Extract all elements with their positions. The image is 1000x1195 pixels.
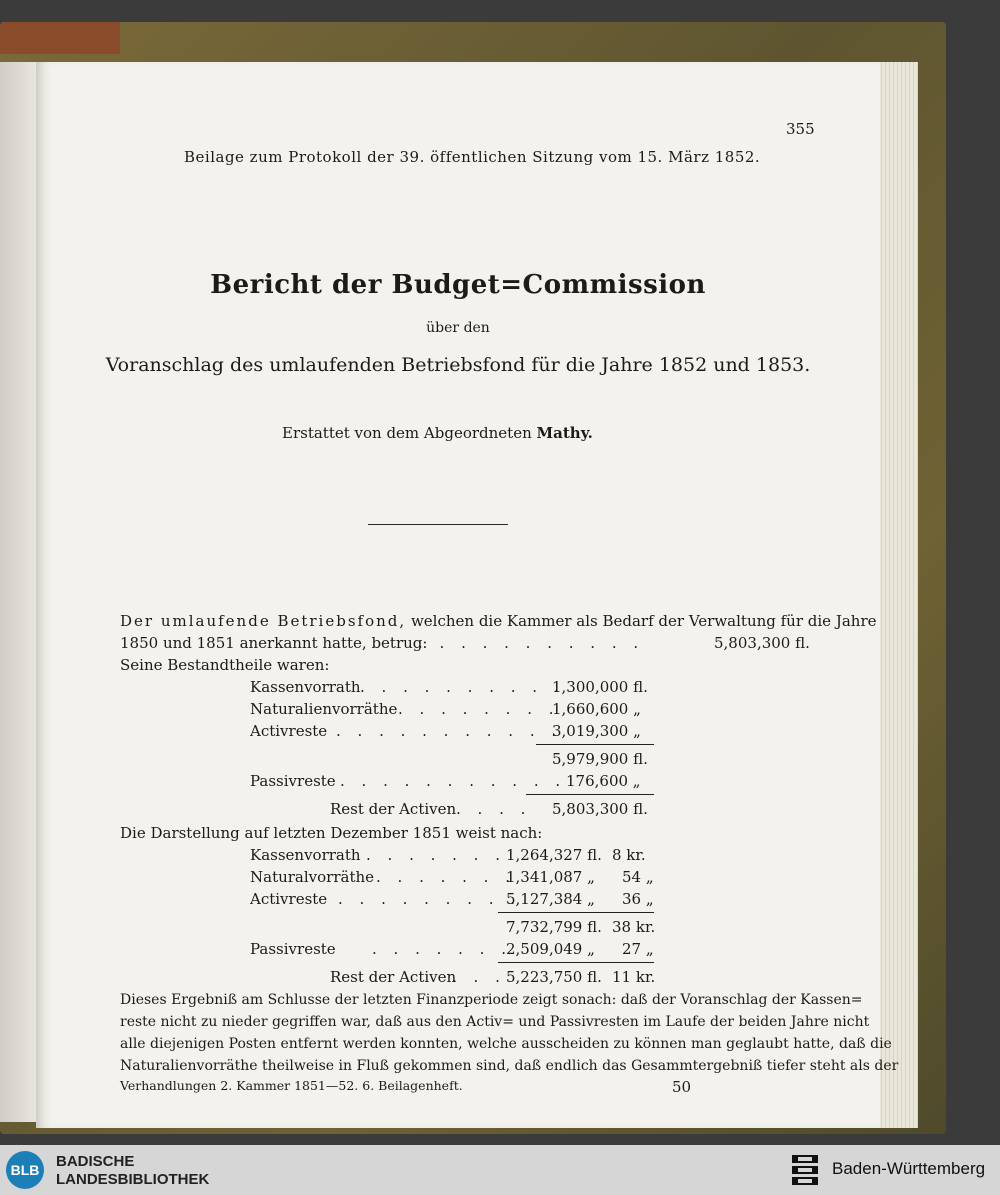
- t1-rest-label: Rest der Activen: [330, 800, 457, 818]
- t2-sum-value: 7,732,799 fl.: [506, 918, 602, 936]
- bw-name[interactable]: Baden-Württemberg: [832, 1159, 986, 1178]
- t1-dots-passiv: . . . . . . . . . . .: [340, 772, 567, 790]
- t1-label-kassen: Kassenvorrath: [250, 678, 361, 696]
- author-prefix: Erstattet von dem Abgeordneten: [282, 424, 532, 442]
- t2-kr-activ: 36 „: [622, 890, 654, 908]
- bw-lions-icon: [790, 1153, 820, 1187]
- t1-rest-value: 5,803,300 fl.: [552, 800, 648, 818]
- document-page: [36, 62, 899, 1128]
- t2-sum-rule: [498, 912, 654, 913]
- t2-label-kassen: Kassenvorrath: [250, 846, 361, 864]
- t2-sum-kr: 38 kr.: [612, 918, 656, 936]
- t1-dots-natural: . . . . . . . .: [398, 700, 560, 718]
- t2-label-activ: Activreste: [250, 890, 328, 908]
- t2-rest-rule: [498, 962, 654, 963]
- t1-value-natural: 1,660,600 „: [552, 700, 641, 718]
- t1-value-activ: 3,019,300 „: [552, 722, 641, 740]
- intro-emph: Der umlaufende Betriebsfond,: [120, 612, 407, 630]
- t1-sum: 5,979,900 fl.: [552, 750, 648, 768]
- left-page-edge: [0, 62, 36, 1122]
- paragraph-line-1: Dieses Ergebniß am Schlusse der letzten Finanzperiode zeigt sonach: daß der Voranschlag der Kassen=: [120, 992, 863, 1008]
- t2-dots-passiv: . . . . . . .: [372, 940, 512, 958]
- uber-den: über den: [426, 320, 490, 336]
- t2-intro: Die Darstellung auf letzten Dezember 1851 weist nach:: [120, 824, 543, 842]
- t2-rest-label: Rest der Activen: [330, 968, 457, 986]
- t1-dots-activ: . . . . . . . . . . .: [336, 722, 563, 740]
- blb-name[interactable]: [56, 1153, 209, 1189]
- t2-value-passiv: 2,509,049 „: [506, 940, 595, 958]
- paragraph-line-4: Naturalienvorräthe theilweise in Fluß gekommen sind, daß endlich das Gesammtergebniß tiefer steht als der: [120, 1058, 899, 1074]
- t1-sum-rule: [536, 744, 654, 745]
- t2-kr-kassen: 8 kr.: [612, 846, 646, 864]
- footer-text: Verhandlungen 2. Kammer 1851—52. 6. Beilagenheft.: [120, 1078, 463, 1093]
- t1-value-kassen: 1,300,000 fl.: [552, 678, 648, 696]
- t1-value-passiv: 176,600 „: [566, 772, 641, 790]
- t2-rest-dots: . . .: [452, 968, 506, 986]
- t1-rest-dots: . . . .: [456, 800, 532, 818]
- t1-dots-kassen: . . . . . . . . . .: [360, 678, 565, 696]
- report-subtitle: Voranschlag des umlaufenden Betriebsfond für die Jahre 1852 und 1853.: [105, 354, 811, 376]
- t2-dots-natural: . . . . . . .: [376, 868, 516, 886]
- t1-rest-rule: [526, 794, 654, 795]
- t2-kr-natural: 54 „: [622, 868, 654, 886]
- intro-line-2: 1850 und 1851 anerkannt hatte, betrug:: [120, 634, 428, 652]
- header-line: Beilage zum Protokoll der 39. öffentlichen Sitzung vom 15. März 1852.: [184, 148, 761, 166]
- divider-rule: [368, 524, 508, 525]
- t2-value-activ: 5,127,384 „: [506, 890, 595, 908]
- t2-dots-kassen: . . . . . . .: [366, 846, 506, 864]
- t2-label-passiv: Passivreste: [250, 940, 336, 958]
- report-title: Bericht der Budget=Commission: [210, 270, 706, 300]
- t2-rest-value: 5,223,750 fl.: [506, 968, 602, 986]
- author-name: Mathy.: [536, 424, 593, 442]
- t1-label-natural: Naturalienvorräthe: [250, 700, 398, 718]
- intro-dots: . . . . . . . . . . .: [418, 634, 645, 652]
- t2-kr-passiv: 27 „: [622, 940, 654, 958]
- paragraph-line-2: reste nicht zu nieder gegriffen war, daß aus den Activ= und Passivresten im Laufe der beiden Jahre nicht: [120, 1014, 870, 1030]
- t2-value-kassen: 1,264,327 fl.: [506, 846, 602, 864]
- branding-bar: [0, 1145, 1000, 1195]
- paragraph-line-3: alle diejenigen Posten entfernt werden konnten, welche ausscheiden zu können man geglaubt hatte, daß die: [120, 1036, 892, 1052]
- t1-label-activ: Activreste: [250, 722, 328, 740]
- footer-number: 50: [672, 1078, 692, 1096]
- intro-value: 5,803,300 fl.: [714, 634, 810, 652]
- page-number: 355: [786, 120, 815, 138]
- intro-line-3: Seine Bestandtheile waren:: [120, 656, 330, 674]
- t1-label-passiv: Passivreste: [250, 772, 336, 790]
- blb-line-2: LANDESBIBLIOTHEK: [56, 1171, 210, 1188]
- t2-rest-kr: 11 kr.: [612, 968, 656, 986]
- cover-corner: [0, 22, 120, 54]
- intro-rest: welchen die Kammer als Bedarf der Verwaltung für die Jahre: [410, 612, 877, 630]
- t2-label-natural: Naturalvorräthe: [250, 868, 375, 886]
- author-line: [282, 424, 593, 442]
- t2-dots-activ: . . . . . . . . .: [338, 890, 522, 908]
- intro-line-1: [120, 612, 877, 630]
- blb-line-1: BADISCHE: [56, 1153, 135, 1170]
- t2-value-natural: 1,341,087 „: [506, 868, 595, 886]
- blb-logo-icon[interactable]: BLB: [6, 1151, 44, 1189]
